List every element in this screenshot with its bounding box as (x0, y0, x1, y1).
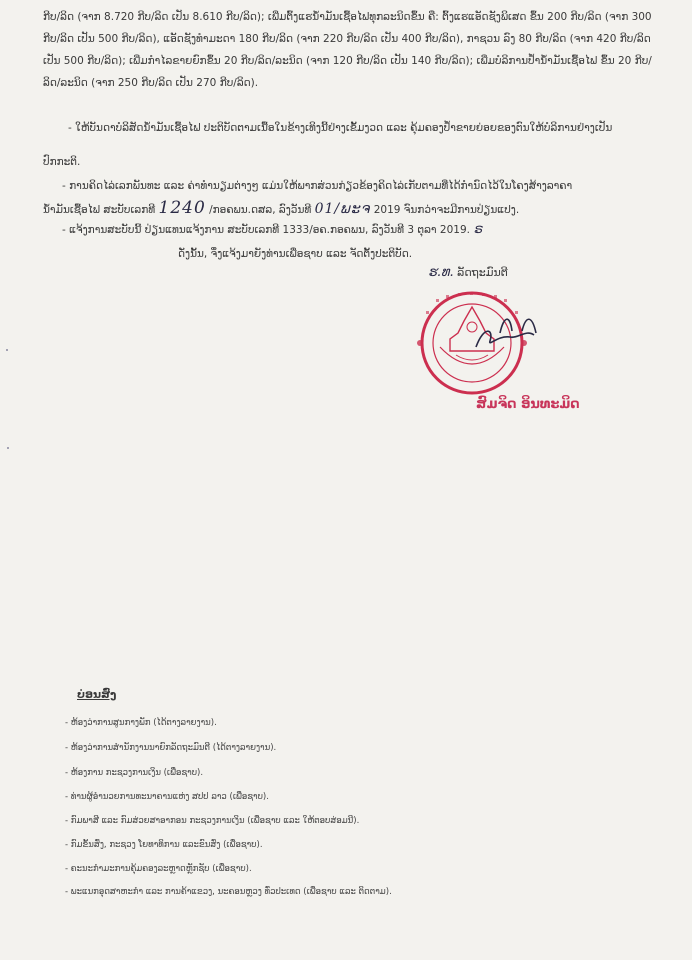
recipient-item: - ກົມຂັ້ນສົ່ງ, ກະຊວງ ໂຍທາທິການ ແລະຂົນສົ່ງ (ເພື່ອຊາບ). (65, 840, 263, 850)
signer-name: ສົມຈິດ ອິນທະມິດ (476, 397, 580, 412)
body-paragraph-replacement (62, 219, 482, 241)
official-seal-icon (414, 285, 564, 405)
handwritten-mark: ຣ (473, 222, 483, 237)
body-paragraph-closing: ດັ່ງນັ້ນ, ຈຶ່ງແຈ້ງມາຍັງທ່ານເພື່ອຊາບ ແລະ ຈັດຕັ້ງປະຕິບັດ. (178, 248, 413, 260)
body-paragraph-companies-line2: ປົກກະຕິ. (43, 156, 81, 168)
signature-title (428, 265, 508, 280)
body-paragraph-fees-line2 (43, 197, 519, 221)
replacement-text: - ແຈ້ງການສະບັບນີ້ ປ່ຽນແທນແຈ້ງການ ສະບັບເລກທີ 1333/ອຄ.ກອຄພນ, ລົງວັນທີ 3 ຕຸລາ 2019. (62, 224, 470, 236)
recipients-heading: ບ່ອນສົ່ງ (77, 688, 117, 701)
recipient-item: - ກົມພາສີ ແລະ ກົມສ່ວຍສາອາກອນ ກະຊວງການເງິນ (ເພື່ອຊາບ ແລະ ໃຫ້ຕອບສ່ອມນີ). (65, 816, 360, 826)
fees-text-pre: ນ້ຳມັນເຊື້ອໄຟ ສະບັບເລກທີ (43, 204, 156, 216)
body-paragraph-fees-line1: - ການຄິດໄລ່ເລກພັນທະ ແລະ ຄ່າທຳນຽມຕ່າງໆ ແມ່ນໃຫ້ພາກສ່ວນກ່ຽວຂ້ອງຄິດໄລ່ເກັບຕາມທີ່ໄດ້ກຳນົດໄວ້ໃນໂຄງສ້າງລາຄາ (62, 180, 573, 192)
recipient-item: - ຄະນະກຳມະການຄຸ້ມຄອງລະຫຼາດຫຼັກຊັບ (ເພື່ອຊາບ). (65, 864, 252, 874)
scan-speck (6, 349, 8, 351)
recipient-item: - ຫ້ອງວ່າການສູນກາງພັກ (ໄດ້ຕາງລາຍງານ). (65, 718, 217, 728)
handwritten-document-number: 1240 (158, 198, 206, 218)
fees-text-mid: /ກອຄພນ.ດສລ, ລົງວັນທີ (209, 204, 312, 216)
recipient-item: - ທ່ານຜູ້ອຳນວຍການທະນາຄານແຫ່ງ ສປປ ລາວ (ເພື່ອຊາບ). (65, 792, 269, 802)
recipient-item: - ພະແນກອຸດສາຫະກຳ ແລະ ການຄ້າແຂວງ, ນະຄອນຫຼວງ ທົ່ວປະເທດ (ເພື່ອຊາບ ແລະ ຕິດຕາມ). (65, 887, 392, 897)
fees-text-post: 2019 ຈົນກວ່າຈະມີການປ່ຽນແປງ. (373, 204, 520, 216)
recipient-item: - ຫ້ອງການ ກະຊວງການເງິນ (ເພື່ອຊາບ). (65, 768, 204, 778)
handwritten-date: 01/ພະຈ (314, 201, 371, 217)
body-paragraph-prices: ກີບ/ລິດ (ຈາກ 8.720 ກີບ/ລິດ ເປັນ 8.610 ກີບ/ລິດ); ເພີ່ມຕົ້ງແຮນ້ຳມັນເຊື້ອໄຟທຸກລະນິດຂຶ້ນ ຄື: ຕົ້ງແຮແອັດຊັງພິເສດ ຂຶ້ນ 200 ກີບ/ລິດ (ຈາກ 300 ກີບ/ລິດ ເປັນ 500 ກີບ/ລິດ), ແອັດຊັງທຳມະດາ 180 ກີບ/ລິດ (ຈາກ 220 ກີບ/ລິດ ເປັນ 400 ກີບ/ລິດ), ກາຊວນ ລົງ 80 ກີບ/ລິດ (ຈາກ 420 ກີບ/ລິດ ເປັນ 500 ກີບ/ລິດ); ເພີ່ມກຳໄລຂາຍຍົກຂຶ້ນ 20 ກີບ/ລິດ/ລະນິດ (ຈາກ 120 ກີບ/ລິດ ເປັນ 140 ກີບ/ລິດ); ເພີ່ມບໍລິການປໍ້ານ້ຳມັນເຊື້ອໄຟ ຂຶ້ນ 20 ກີບ/ລິດ/ລະນິດ (ຈາກ 250 ກີບ/ລິດ ເປັນ 270 ກີບ/ລິດ). (43, 11, 652, 89)
recipient-item: - ຫ້ອງວ່າການສຳນັກງານນາຍົກລັດຖະມົນຕີ (ໄດ້ຕາງລາຍງານ). (65, 743, 277, 753)
title-text: ລັດຖະມົນຕີ (457, 266, 508, 279)
scan-speck (7, 447, 9, 449)
title-prefix-handwritten: ຮ.ທ. (428, 265, 454, 280)
body-paragraph-companies-line1: - ໃຫ້ບັນດາບໍລິສັດນ້ຳມັນເຊື້ອໄຟ ປະຕິບັດຕາມເນື້ອໃນຂ້າງເທິງນີ້ຢ່າງເຂັ້ມງວດ ແລະ ຄຸ້ມຄອງປ້ຳຂາຍຍ່ອຍຂອງຕົນໃຫ້ບໍລິການຢ່າງເປັນ (68, 122, 613, 134)
